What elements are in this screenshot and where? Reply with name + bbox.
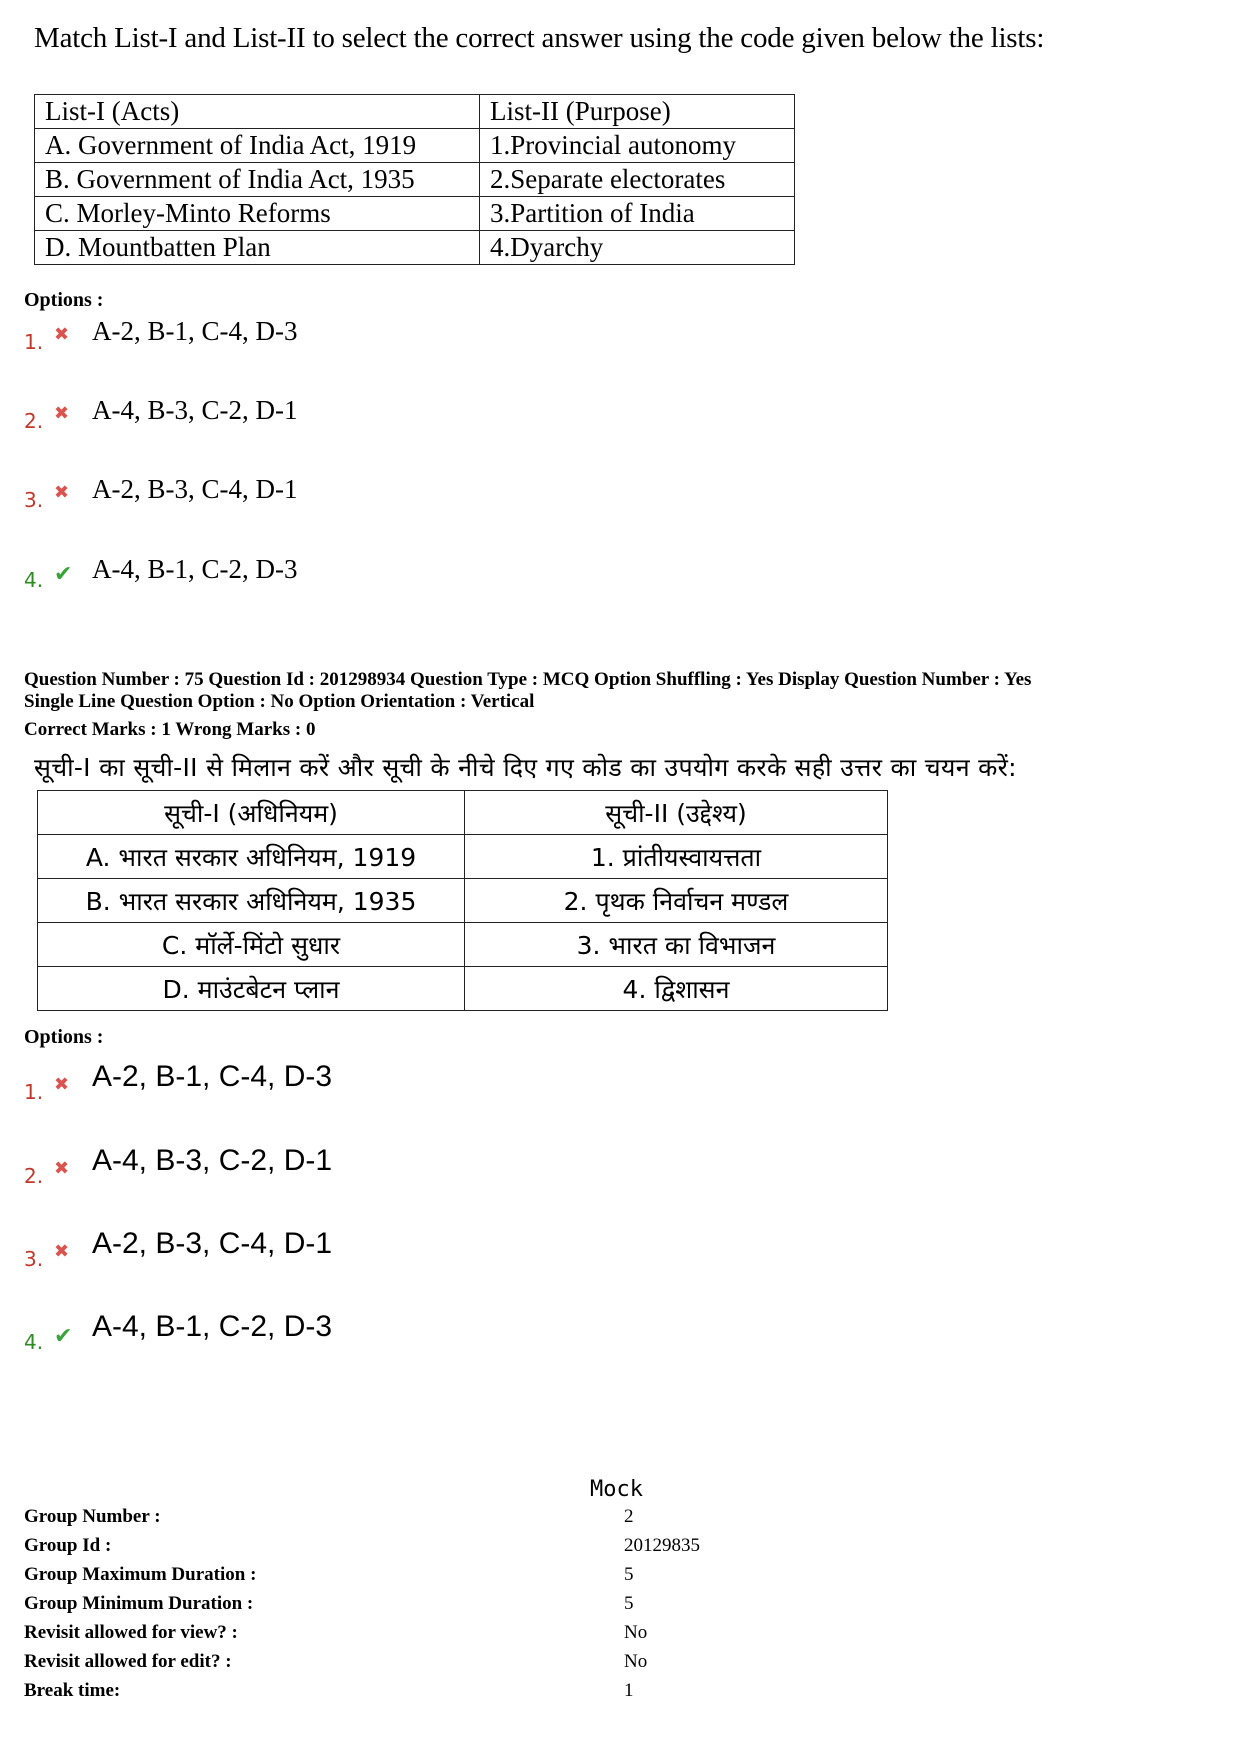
group-info-label: Group Maximum Duration : <box>24 1564 257 1585</box>
table-header-row <box>35 95 795 129</box>
option-number: 3. <box>24 488 44 512</box>
table-cell: C. मॉर्ले-मिंटो सुधार <box>38 923 465 967</box>
group-info-row <box>24 1651 1124 1679</box>
question-intro-hi: सूची-I का सूची-II से मिलान करें और सूची के नीचे दिए गए कोड का उपयोग करके सही उत्तर का चयन करें: <box>34 753 1017 782</box>
group-info-row <box>24 1622 1124 1650</box>
table-row <box>35 163 795 197</box>
question-meta-line: Single Line Question Option : No Option Orientation : Vertical <box>24 691 535 712</box>
option-number: 4. <box>24 568 44 592</box>
table-cell: 2.Separate electorates <box>480 163 795 197</box>
option-text: A-4, B-1, C-2, D-3 <box>92 1310 333 1343</box>
mock-label: Mock <box>590 1477 643 1502</box>
table-row <box>38 835 888 879</box>
table-header-cell: List-I (Acts) <box>35 95 480 129</box>
check-icon: ✔ <box>54 562 73 587</box>
table-header-cell: सूची-I (अधिनियम) <box>38 791 465 835</box>
question-intro-en: Match List-I and List-II to select the correct answer using the code given below the lists: <box>34 22 1045 54</box>
group-info-value: 1 <box>624 1680 634 1701</box>
table-row <box>38 967 888 1011</box>
group-info-value: 2 <box>624 1506 634 1527</box>
group-info-label: Revisit allowed for view? : <box>24 1622 238 1643</box>
question-meta-line: Question Number : 75 Question Id : 201298934 Question Type : MCQ Option Shuffling : Yes Display Question Number : Yes <box>24 669 1032 690</box>
match-table-hi <box>37 790 888 1011</box>
option-text: A-2, B-1, C-4, D-3 <box>92 316 298 346</box>
table-cell: 4.Dyarchy <box>480 231 795 265</box>
option-number: 2. <box>24 409 44 433</box>
group-info-value: 20129835 <box>624 1535 700 1556</box>
table-row <box>38 923 888 967</box>
group-info-value: No <box>624 1651 648 1672</box>
table-header-cell: List-II (Purpose) <box>480 95 795 129</box>
table-row <box>35 129 795 163</box>
option-text: A-4, B-3, C-2, D-1 <box>92 1144 333 1177</box>
table-cell: 4. द्विशासन <box>465 967 888 1011</box>
table-cell: B. भारत सरकार अधिनियम, 1935 <box>38 879 465 923</box>
group-info-label: Break time: <box>24 1680 121 1701</box>
table-cell: A. भारत सरकार अधिनियम, 1919 <box>38 835 465 879</box>
group-info-value: 5 <box>624 1593 634 1614</box>
table-row <box>35 197 795 231</box>
table-cell: 3. भारत का विभाजन <box>465 923 888 967</box>
option-text: A-4, B-3, C-2, D-1 <box>92 395 298 425</box>
table-header-row <box>38 791 888 835</box>
table-cell: 1.Provincial autonomy <box>480 129 795 163</box>
group-info-label: Revisit allowed for edit? : <box>24 1651 232 1672</box>
table-cell: B. Government of India Act, 1935 <box>35 163 480 197</box>
option-number: 2. <box>24 1164 44 1188</box>
table-cell: 1. प्रांतीयस्वायत्तता <box>465 835 888 879</box>
cross-icon: ✖ <box>54 1074 70 1095</box>
option-text: A-2, B-3, C-4, D-1 <box>92 1227 333 1260</box>
table-cell: A. Government of India Act, 1919 <box>35 129 480 163</box>
option-number: 1. <box>24 1080 44 1104</box>
group-info-row <box>24 1564 1124 1592</box>
match-table-en <box>34 94 795 265</box>
table-cell: D. Mountbatten Plan <box>35 231 480 265</box>
cross-icon: ✖ <box>54 403 70 424</box>
group-info-row <box>24 1680 1124 1708</box>
group-info-row <box>24 1535 1124 1563</box>
table-row <box>38 879 888 923</box>
option-text: A-2, B-3, C-4, D-1 <box>92 474 298 504</box>
group-info-label: Group Minimum Duration : <box>24 1593 254 1614</box>
group-info-row <box>24 1593 1124 1621</box>
option-text: A-2, B-1, C-4, D-3 <box>92 1060 333 1093</box>
options-label: Options : <box>24 289 104 311</box>
table-row <box>35 231 795 265</box>
cross-icon: ✖ <box>54 482 70 503</box>
option-text: A-4, B-1, C-2, D-3 <box>92 554 298 584</box>
group-info-label: Group Id : <box>24 1535 112 1556</box>
group-info-value: No <box>624 1622 648 1643</box>
group-info-row <box>24 1506 1124 1534</box>
option-number: 3. <box>24 1247 44 1271</box>
option-number: 4. <box>24 1330 44 1354</box>
table-cell: D. माउंटबेटन प्लान <box>38 967 465 1011</box>
cross-icon: ✖ <box>54 1241 70 1262</box>
table-cell: 2. पृथक निर्वाचन मण्डल <box>465 879 888 923</box>
group-info-value: 5 <box>624 1564 634 1585</box>
group-info-label: Group Number : <box>24 1506 161 1527</box>
table-cell: C. Morley-Minto Reforms <box>35 197 480 231</box>
cross-icon: ✖ <box>54 1158 70 1179</box>
table-cell: 3.Partition of India <box>480 197 795 231</box>
table-header-cell: सूची-II (उद्देश्य) <box>465 791 888 835</box>
check-icon: ✔ <box>54 1324 73 1349</box>
options-label: Options : <box>24 1026 104 1048</box>
option-number: 1. <box>24 330 44 354</box>
cross-icon: ✖ <box>54 324 70 345</box>
question-marks: Correct Marks : 1 Wrong Marks : 0 <box>24 719 316 740</box>
